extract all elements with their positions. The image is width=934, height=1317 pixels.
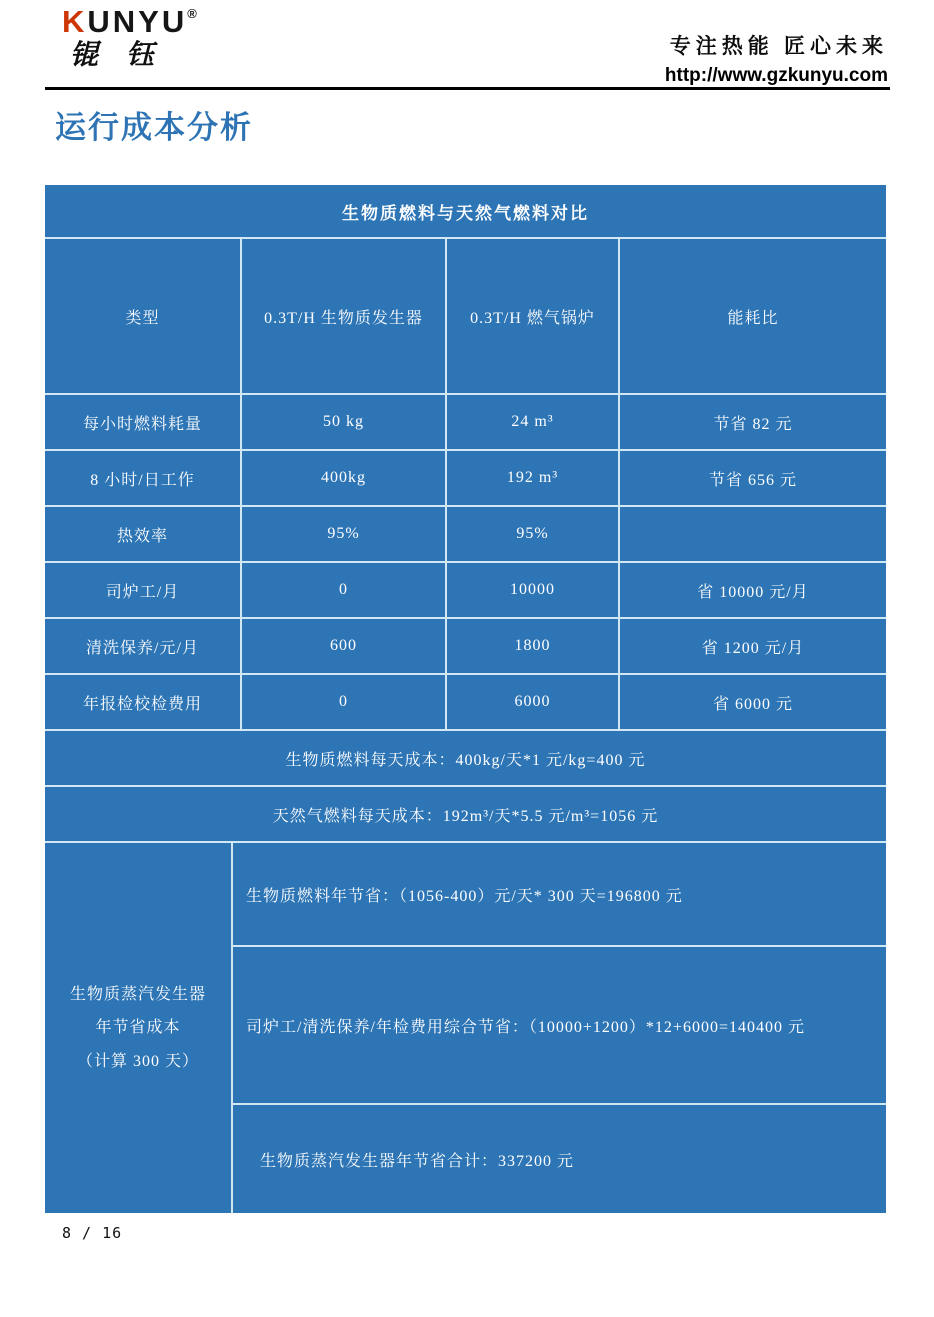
gas-value: 24 m³ [447,395,618,449]
biomass-value: 400kg [242,451,445,505]
gas-value: 6000 [447,675,618,729]
annual-label-line-2: 年节省成本 [95,1019,181,1037]
biomass-value: 95% [242,507,445,561]
saving-value: 省 10000 元/月 [620,563,886,617]
annual-label-line-3: （计算 300 天） [76,1052,199,1070]
daily-cost-biomass-row: 生物质燃料每天成本：400kg/天*1 元/kg=400 元 [45,731,886,785]
annual-fuel-saving: 生物质燃料年节省：（1056-400）元/天* 300 天=196800 元 [233,843,886,945]
row-label: 清洗保养/元/月 [45,619,240,673]
table-row-hourly-fuel [45,395,886,449]
annual-total-saving: 生物质蒸汽发生器年节省合计：337200 元 [233,1105,886,1213]
annual-saving-label [45,843,231,1213]
table-row-annual-inspection [45,675,886,729]
saving-value [620,507,886,561]
registered-trademark-icon: ® [187,6,197,21]
row-label: 8 小时/日工作 [45,451,240,505]
row-label: 热效率 [45,507,240,561]
annual-service-saving: 司炉工/清洗保养/年检费用综合节省：（10000+1200）*12+6000=140400 元 [233,947,886,1103]
biomass-value: 600 [242,619,445,673]
saving-value: 节省 656 元 [620,451,886,505]
annual-saving-details [233,843,886,1213]
row-label: 每小时燃料耗量 [45,395,240,449]
saving-value: 省 6000 元 [620,675,886,729]
row-label: 司炉工/月 [45,563,240,617]
biomass-value: 0 [242,563,445,617]
gas-value: 95% [447,507,618,561]
company-logo [62,6,197,72]
biomass-value: 0 [242,675,445,729]
logo-chinese-calligraphy: 锟钰 [70,40,183,71]
saving-value: 节省 82 元 [620,395,886,449]
company-website: http://www.gzkunyu.com [664,65,888,86]
column-header-energy-ratio: 能耗比 [620,239,886,393]
company-slogan: 专注热能 匠心未来 [669,34,888,58]
gas-value: 1800 [447,619,618,673]
annual-saving-section [45,843,886,1213]
logo-wordmark [62,6,197,37]
table-header-row [45,239,886,393]
table-row-daily-work [45,451,886,505]
table-row-stoker-cost [45,563,886,617]
saving-value: 省 1200 元/月 [620,619,886,673]
page-title: 运行成本分析 [55,110,253,145]
column-header-gas-boiler: 0.3T/H 燃气锅炉 [447,239,618,393]
table-row-cleaning-maintenance [45,619,886,673]
daily-cost-gas-row: 天然气燃料每天成本：192m³/天*5.5 元/m³=1056 元 [45,787,886,841]
table-title: 生物质燃料与天然气燃料对比 [45,185,886,237]
cost-comparison-table [45,185,886,1213]
header-divider [45,87,890,90]
table-row-thermal-efficiency [45,507,886,561]
logo-letter-k: K [62,4,88,39]
page-number: 8 / 16 [62,1224,123,1242]
row-label: 年报检校检费用 [45,675,240,729]
biomass-value: 50 kg [242,395,445,449]
column-header-biomass-generator: 0.3T/H 生物质发生器 [242,239,445,393]
logo-letters-rest: UNYU [87,4,188,39]
annual-label-line-1: 生物质蒸汽发生器 [69,985,206,1003]
gas-value: 10000 [447,563,618,617]
header-right-block [665,30,888,87]
column-header-type: 类型 [45,239,240,393]
gas-value: 192 m³ [447,451,618,505]
